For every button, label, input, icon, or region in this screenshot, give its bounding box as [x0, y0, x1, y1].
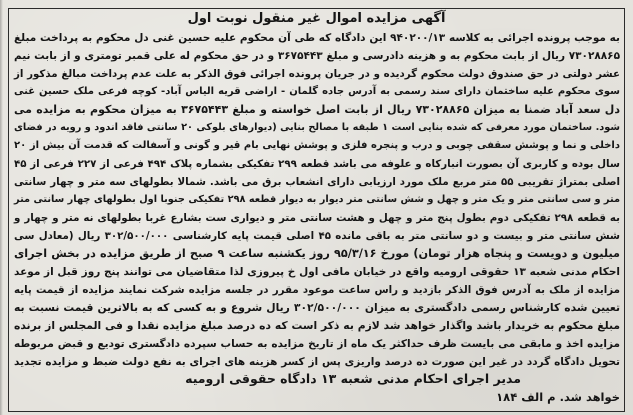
body-line: شود. ساختمان مورد معرفی که شده بنایی است ۱ طبقه با مصالح بنایی (دیوارهای بلوکی ۲۰ سانتی فاقد اندود و رویه در فضای: [14, 122, 620, 133]
body-line: میلیون و دویست و پنجاه هزار تومان) مورخ ۹۵/۳/۱۶ روز یکشنبه ساعت ۹ صبح از طریق مزایده در بخش اجرای: [14, 247, 621, 260]
notice-title: آگهی مزایده اموال غیر منقول نوبت اول: [187, 11, 446, 26]
body-line: مزایده اخذ و مابقی می بایست ظرف حداکثر یک ماه از تاریخ مزایده به حساب سپرده دادگستری تودیع و قبض مربوطه: [14, 338, 620, 350]
body-line: اصلی بمتراژ تقریبی ۵۵ متر مربع ملک مورد ارزیابی دارای انشعاب برق می باشد. شمالا بطولهای سه متر و چهار سانتی: [14, 176, 620, 188]
body-line: مزایده از ملک به آدرس فوق الذکر بازدید و راس ساعت موعود مقرر در جلسه مزایده شرکت نمایند مزایده از قیمت پایه: [14, 284, 620, 296]
body-line: مبلغ محکوم به خریدار باشد واگذار خواهد شد لازم به ذکر است که ده درصد مبلغ مزایده نقدا و فی المجلس از برنده: [14, 319, 620, 332]
body-line: به قطعه ۲۹۸ تفکیکی دوم بطول پنج متر و چهل و هشت سانتی متر و دیواری ست بشارع غربا بطولهای نه متر و چهار و: [14, 212, 620, 224]
body-line: عشر دولتی در حق صندوق دولت محکوم گردیده و در جریان پرونده اجرائی فوق الذکر به علت عدم پرداخت مبالغ مذکور از: [14, 68, 620, 80]
closing-line: خواهد شد. م الف ۱۸۴: [496, 390, 620, 404]
body-line: تعیین شده کارشناس رسمی دادگستری به میزان ۳۰۲/۵۰۰/۰۰۰ ریال شروع و به کسی که به بالاترین قیمت نسبت به: [14, 301, 621, 314]
paper-edge-shadow: [0, 0, 3, 415]
body-line: تحویل دادگاه گردد در غیر این صورت ده درصد واریزی پس از کسر هزینه های اجرای به نفع دولت ضبط و مزایده تجدید: [14, 356, 620, 368]
body-line: ۷۳۰۲۸۸۶۵ ریال از بابت محکوم به و هزینه دادرسی و مبلغ ۳۶۷۵۴۴۳ و در حق محکوم له علی قمبر تومتری و از بابت نیم: [14, 50, 620, 62]
body-line: دل سعد آباد ضمنا به میزان ۷۳۰۲۸۸۶۵ ریال از بابت اصل خواسته و مبلغ ۳۶۷۵۴۴۳ به میزان محکوم به مزایده می: [14, 103, 620, 116]
notice-body: [14, 29, 620, 371]
body-line: به موجب پرونده اجرائی به کلاسه ۹۴۰۲۰۰/۱۳ این دادگاه که طی آن محکوم علیه حسین غنی دل محکوم به پرداخت مبلغ: [14, 32, 620, 44]
body-line: متر و سی سانتی متر و یک متر و چهل و شش سانتی متر دیوار به دیوار قطعه ۲۹۸ تفکیکی جنوبا اول بطولهای چهار سانتی متر: [14, 194, 621, 205]
issuer-signature: مدیر اجرای احکام مدنی شعبه ۱۳ دادگاه حقوقی ارومیه: [185, 371, 521, 386]
body-line: احکام مدنی شعبه ۱۳ حقوقی ارومیه واقع در خیابان مافی اول خ پیروزی لذا متقاضیان می توانند پنج روز قبل از موعد: [14, 266, 621, 278]
body-line: داخلی و نما و پوشش سقفی چوبی و درب و پنجره فلزی و پوشش نهایی بام قیر و گونی و آسفالت که قدمت آن بیش از ۲۰: [14, 140, 620, 151]
body-line: شش سانتی متر و بیست و دو سانتی متر به باقی مانده ۴۵ اصلی قیمت پایه کارشناسی ۳۰۲/۵۰۰/۰۰۰ ریال (معادل سی: [14, 230, 621, 242]
body-line: سوی محکوم علیه ساختمان دارای سند رسمی به آدرس جاده گلمان - اراضی قریه الیاس آباد- کوچه فرعی ملک حسین غنی: [14, 86, 620, 97]
body-line: سال بوده و کاربری آن بصورت انبارکاه و علوفه می باشد قطعه ۲۹۹ تفکیکی بشماره پلاک ۴۹۴ فرعی از ۲۲۷ فرعی از ۴۵: [14, 158, 620, 170]
